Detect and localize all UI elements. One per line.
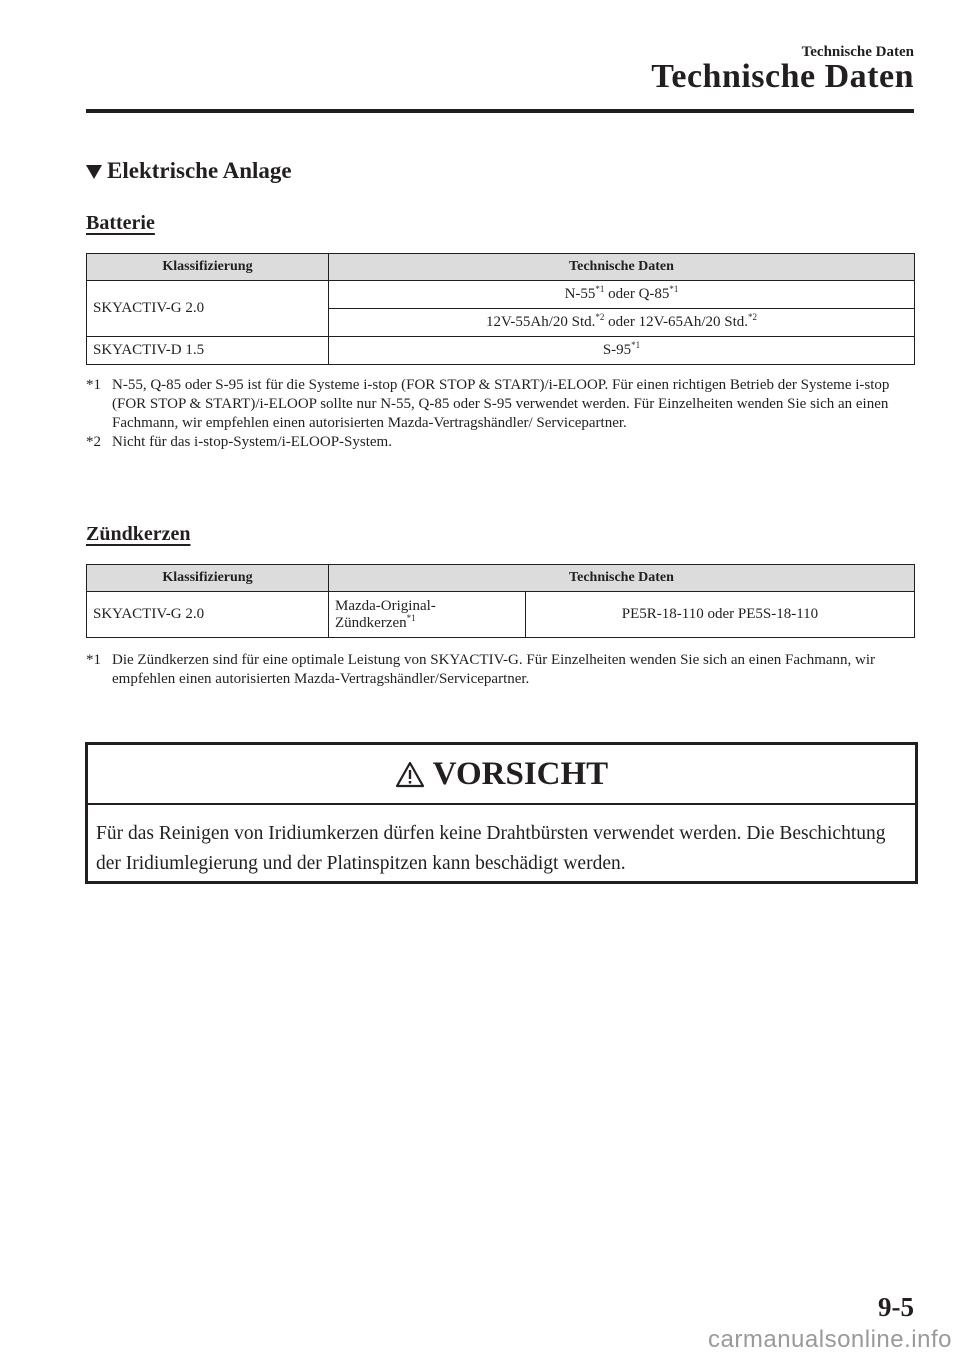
spark-plugs-heading: Zündkerzen — [86, 523, 191, 545]
section-triangle-icon — [86, 165, 102, 179]
footnote-ref: *2 — [595, 312, 605, 322]
footnote-text: Die Zündkerzen sind für eine optimale Leistung von SKYACTIV-G. Für Einzelheiten wenden Sie sich an einen Fachmann, wir empfehlen einen autorisierten Mazda-Vertragshändler/Servicepartner. — [112, 652, 876, 687]
cell-text: oder Q-85 — [604, 286, 670, 302]
column-header: Klassifizierung — [87, 254, 329, 281]
table-cell: PE5R-18-110 oder PE5S-18-110 — [526, 592, 915, 638]
footnote — [86, 376, 916, 433]
footnote-ref: *1 — [406, 612, 416, 623]
running-header-small: Technische Daten — [801, 44, 914, 60]
header-divider — [86, 109, 914, 113]
table-cell — [329, 337, 915, 365]
footnote-ref: *1 — [595, 284, 605, 294]
cell-text: oder 12V-65Ah/20 Std. — [604, 314, 749, 330]
table-cell: SKYACTIV-D 1.5 — [87, 337, 329, 365]
table-cell — [329, 592, 526, 638]
table-cell — [329, 309, 915, 337]
table-cell: SKYACTIV-G 2.0 — [87, 281, 329, 337]
footnote-text: Nicht für das i-stop-System/i-ELOOP-System. — [112, 434, 392, 450]
footnote-number: *2 — [86, 434, 101, 450]
column-header: Technische Daten — [329, 565, 915, 592]
footnote-ref: *1 — [631, 340, 641, 350]
caution-text: Für das Reinigen von Iridiumkerzen dürfen keine Drahtbürsten verwendet werden. Die Beschichtung der Iridiumlegierung und der Platinspitzen kann beschädigt werden. — [96, 823, 886, 874]
battery-table — [86, 253, 915, 365]
column-header: Klassifizierung — [87, 565, 329, 592]
table-cell: SKYACTIV-G 2.0 — [87, 592, 329, 638]
spark-plugs-table — [86, 564, 915, 638]
watermark: carmanualsonline.info — [708, 1326, 952, 1353]
footnote-number: *1 — [86, 377, 101, 393]
cell-text: S-95 — [602, 342, 632, 358]
table-row — [87, 281, 915, 309]
cell-text: Zündkerzen — [335, 614, 407, 631]
footnote-ref: *2 — [748, 312, 758, 322]
footnote-number: *1 — [86, 652, 101, 668]
cell-text: N-55 — [564, 286, 596, 302]
footnote — [86, 651, 916, 689]
caution-title: VORSICHT — [432, 755, 609, 792]
table-row — [87, 337, 915, 365]
caution-header — [88, 745, 915, 805]
cell-text: Mazda-Original- — [335, 597, 436, 614]
footnote-text: N-55, Q-85 oder S-95 ist für die Systeme i-stop (FOR STOP & START)/i-ELOOP. Für einen richtigen Betrieb der Systeme i-stop (FOR STOP & START)/i-ELOOP sollte nur N-55, Q-85 oder S-95 verwendet werden. Für Einzelheiten wenden Sie sich an einen Fachmann, wir empfehlen einen autorisierten Mazda-Vertragshändler/ Servicepartner. — [112, 377, 890, 431]
table-header-row — [87, 254, 915, 281]
table-header-row — [87, 565, 915, 592]
section-title — [86, 158, 292, 184]
warning-triangle-icon — [395, 761, 425, 788]
footnote — [86, 433, 916, 452]
cell-text: 12V-55Ah/20 Std. — [485, 314, 596, 330]
table-cell — [329, 281, 915, 309]
column-header: Technische Daten — [329, 254, 915, 281]
table-row — [87, 592, 915, 638]
caution-box — [85, 742, 918, 884]
footnote-ref: *1 — [669, 284, 679, 294]
battery-heading: Batterie — [86, 212, 155, 234]
battery-footnotes — [86, 376, 916, 452]
section-title-text: Elektrische Anlage — [107, 158, 292, 183]
running-header-title: Technische Daten — [651, 58, 914, 95]
page-number: 9-5 — [878, 1292, 914, 1322]
spark-plugs-footnotes — [86, 651, 916, 689]
